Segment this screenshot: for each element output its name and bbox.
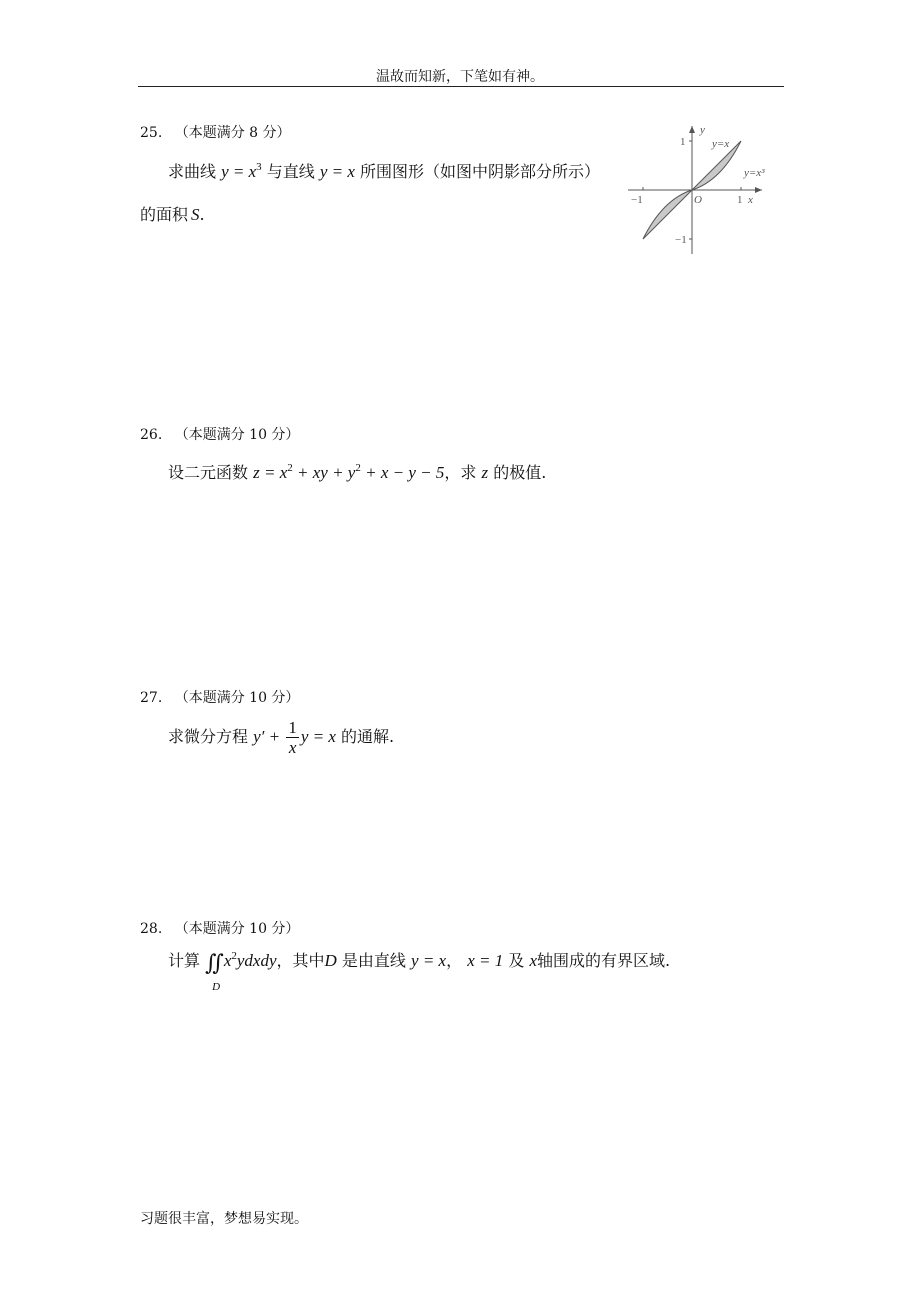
x-tick-neg-label: −1 [631, 194, 643, 206]
area-symbol: S [191, 205, 200, 224]
integrand: $x^2ydxdy$ [223, 950, 277, 970]
question-text: ，其中 [276, 951, 325, 970]
question-26-heading [140, 424, 299, 444]
x-axis-label: x [748, 194, 753, 206]
header-divider [138, 86, 784, 87]
question-text: 设二元函数 [168, 463, 249, 482]
question-text: 的极值. [493, 463, 547, 482]
question-25-body-line1 [168, 162, 600, 182]
y-tick-pos-label: 1 [680, 136, 686, 148]
axis-variable: x [529, 951, 537, 970]
line-y-equals-x: y = x [411, 951, 447, 970]
question-25-body-line2 [140, 205, 205, 225]
question-number: 26. [140, 427, 163, 443]
question-number: 28. [140, 921, 163, 937]
question-points: （本题满分 10 分） [174, 427, 300, 443]
x-axis-arrow [755, 187, 762, 193]
function-formula: $z = x^2$ + xy + $y^2 + x - y - 5$ [253, 462, 445, 482]
fraction-one-over-x: $\frac{1}{x}$ [288, 718, 297, 757]
question-number: 27. [140, 690, 163, 706]
y-axis-label: y [700, 124, 705, 136]
question-text: 计算 [168, 951, 201, 970]
question-27-heading [140, 687, 299, 707]
question-text: 的通解. [341, 727, 395, 746]
equation-lhs: y′ + [253, 727, 285, 746]
question-points: （本题满分 10 分） [174, 690, 300, 706]
equation-rhs: y = x [300, 727, 336, 746]
variable-z: z [481, 463, 489, 482]
domain-symbol: D [324, 951, 337, 970]
question-27-body [168, 718, 394, 757]
question-text: ，求 [444, 463, 477, 482]
shaded-region-left [643, 190, 692, 239]
question-text: 求微分方程 [168, 727, 249, 746]
question-text: 的面积 [140, 205, 189, 224]
line-curve-label: y=x [712, 138, 730, 150]
question-text: 是由直线 [341, 951, 406, 970]
question-text: 轴围成的有界区域. [536, 951, 671, 970]
question-26-body [168, 463, 546, 483]
integral-domain-subscript: D [212, 981, 221, 993]
question-text: 及 [508, 951, 525, 970]
x-tick-pos-label: 1 [737, 194, 743, 206]
question-points: （本题满分 10 分） [174, 921, 300, 937]
question-28-body [168, 950, 671, 993]
y-axis-arrow [689, 126, 695, 133]
question-28-heading [140, 918, 299, 938]
origin-label: O [694, 194, 702, 206]
area-figure [622, 118, 778, 258]
question-text: 与直线 [266, 162, 315, 181]
question-text: . [199, 205, 205, 224]
question-text: 求曲线 [168, 162, 217, 181]
question-points: （本题满分 8 分） [174, 125, 291, 141]
question-number: 25. [140, 125, 163, 141]
question-25-heading [140, 122, 291, 142]
line-x-equals-1: x = 1 [467, 951, 504, 970]
line-formula: y = x [319, 162, 355, 181]
double-integral: ∬ D [205, 953, 224, 975]
page-footer-motto: 习题很丰富，梦想易实现。 [140, 1211, 308, 1227]
question-text: ， [446, 951, 463, 970]
curve-formula: $y = x^3$ [221, 161, 262, 181]
y-tick-neg-label: −1 [675, 234, 687, 246]
page-header-motto: 温故而知新，下笔如有神。 [376, 69, 544, 85]
question-text: 所围图形（如图中阴影部分所示） [360, 162, 601, 181]
cubic-curve-label: y=x³ [744, 167, 765, 179]
